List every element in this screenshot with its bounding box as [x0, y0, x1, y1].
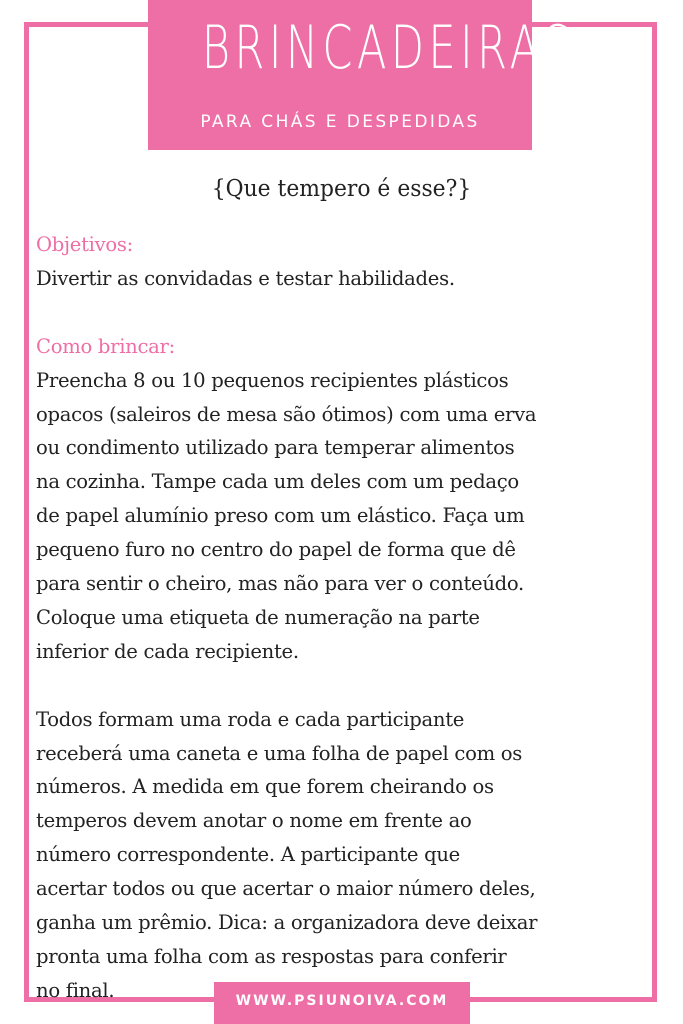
- spacer: [36, 296, 676, 330]
- how-to-play-label: Como brincar:: [36, 334, 175, 358]
- text-line: para sentir o cheiro, mas não para ver o conteúdo.: [36, 572, 524, 596]
- spacer: [36, 669, 676, 703]
- game-title: {Que tempero é esse?}: [211, 176, 472, 202]
- text-line: no final.: [36, 978, 115, 1002]
- header-banner: [148, 0, 576, 150]
- content-body: [36, 228, 676, 1008]
- text-line: Todos formam uma roda e cada participante: [36, 707, 465, 731]
- footer-url: WWW.PSIUNOIVA.COM: [235, 993, 449, 1009]
- text-line: números. A medida em que forem cheirando os: [36, 775, 494, 799]
- text-line: ganha um prêmio. Dica: a organizadora deve deixar: [36, 911, 538, 935]
- header-title: BRINCADEIRAS: [201, 13, 576, 83]
- text-line: na cozinha. Tampe cada um deles com um pedaço: [36, 470, 519, 494]
- objectives-text: Divertir as convidadas e testar habilidades.: [36, 266, 455, 290]
- text-line: inferior de cada recipiente.: [36, 639, 299, 663]
- text-line: ou condimento utilizado para temperar alimentos: [36, 436, 515, 460]
- text-line: Preencha 8 ou 10 pequenos recipientes plásticos: [36, 368, 509, 392]
- how-to-play-paragraph-2: [36, 703, 676, 1008]
- footer-banner: [214, 982, 470, 1024]
- text-line: acertar todos ou que acertar o maior número deles,: [36, 877, 536, 901]
- text-line: de papel alumínio preso com um elástico. Faça um: [36, 504, 525, 528]
- text-line: Coloque uma etiqueta de numeração na parte: [36, 605, 480, 629]
- header-subtitle: PARA CHÁS E DESPEDIDAS: [200, 112, 480, 132]
- text-line: temperos devem anotar o nome em frente ao: [36, 809, 472, 833]
- how-to-play-paragraph-1: [36, 364, 676, 669]
- text-line: receberá uma caneta e uma folha de papel com os: [36, 741, 523, 765]
- objectives-label: Objetivos:: [36, 233, 133, 256]
- text-line: número correspondente. A participante que: [36, 843, 460, 867]
- text-line: pronta uma folha com as respostas para conferir: [36, 945, 507, 968]
- text-line: pequeno furo no centro do papel de forma que dê: [36, 538, 516, 562]
- text-line: opacos (saleiros de mesa são ótimos) com uma erva: [36, 402, 537, 426]
